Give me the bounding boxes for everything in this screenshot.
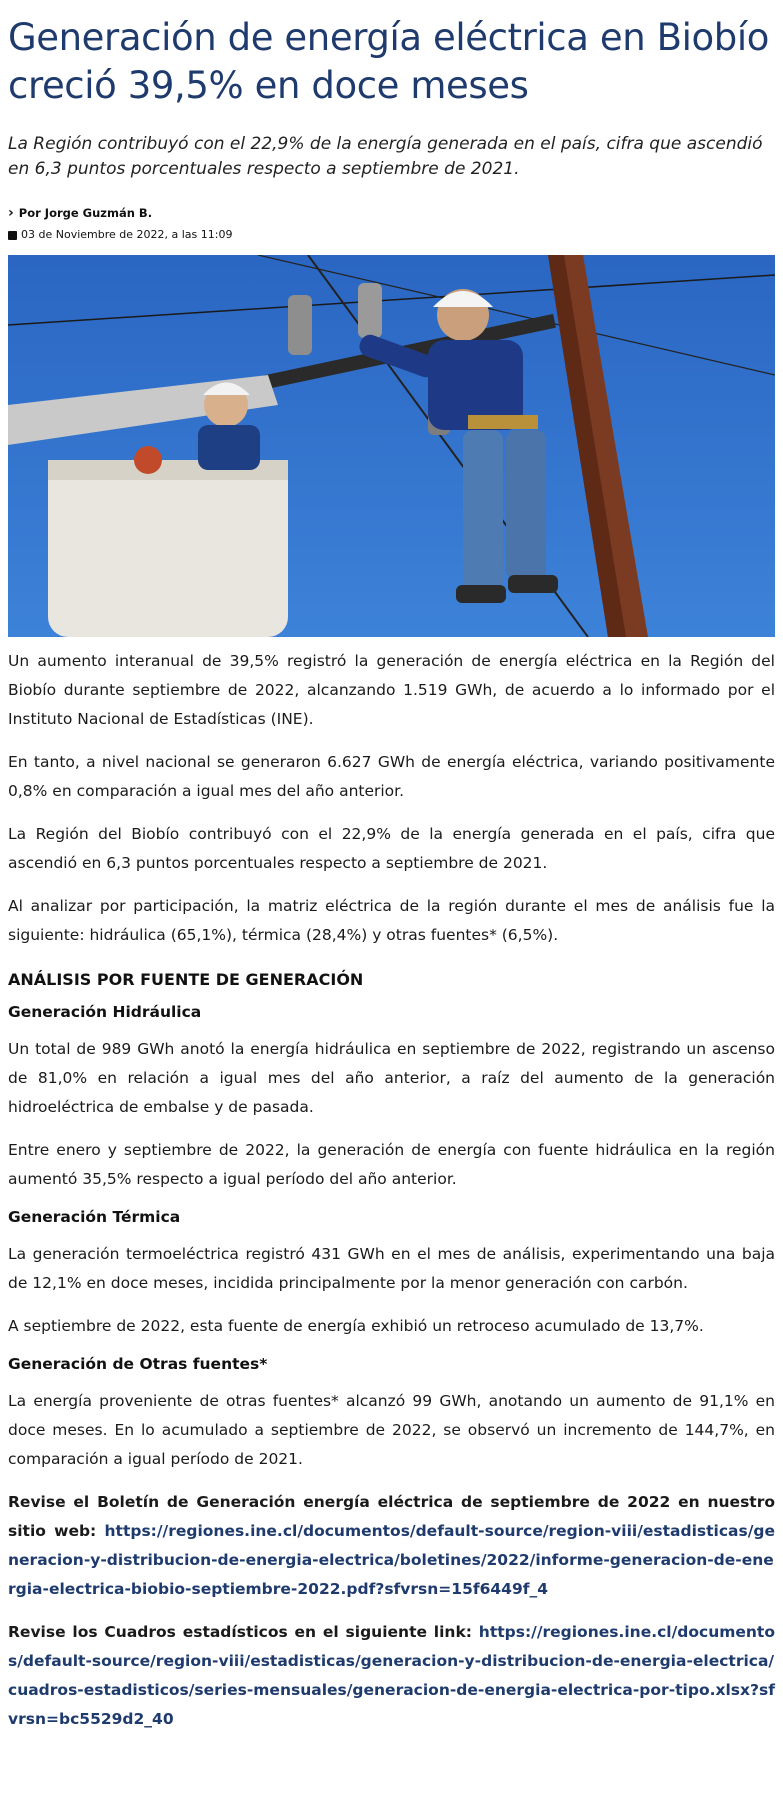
tables-link[interactable]: https://regiones.ine.cl/documentos/default-source/region-viii/estadisticas/generacion-y-distribucion-de-energia-electrica/cuadros-estadisticos/series-mensuales/generacion-de-energia-electrica-por-tipo.xlsx?sfvrsn=bc5529d2_40 (8, 1623, 775, 1728)
thermal-paragraph-2: A septiembre de 2022, esta fuente de energía exhibió un retroceso acumulado de 13,7%. (8, 1317, 704, 1335)
bulletin-paragraph (8, 1488, 775, 1604)
paragraph-2: En tanto, a nivel nacional se generaron 6.627 GWh de energía eléctrica, variando positivamente 0,8% en comparación a igual mes del año anterior. (8, 753, 775, 800)
thermal-heading: Generación Térmica (8, 1208, 181, 1226)
bulletin-text: Revise el Boletín de Generación energía eléctrica de septiembre de 2022 en nuestro sitio web: (8, 1493, 775, 1540)
article-meta (8, 202, 775, 246)
publish-date: 03 de Noviembre de 2022, a las 11:09 (21, 228, 233, 241)
hydro-paragraph-1: Un total de 989 GWh anotó la energía hidráulica en septiembre de 2022, registrando un ascenso de 81,0% en relación a igual mes del año anterior, a raíz del aumento de la generación hidroeléctrica de embalse y de pasada. (8, 1040, 775, 1116)
tables-paragraph (8, 1618, 775, 1734)
hero-image (8, 255, 775, 637)
analysis-heading: ANÁLISIS POR FUENTE DE GENERACIÓN (8, 970, 364, 989)
paragraph-4: Al analizar por participación, la matriz eléctrica de la región durante el mes de análisis fue la siguiente: hidráulica (65,1%), térmica (28,4%) y otras fuentes* (6,5%). (8, 897, 775, 944)
paragraph-3: La Región del Biobío contribuyó con el 22,9% de la energía generada en el país, cifra que ascendió en 6,3 puntos porcentuales respecto a septiembre de 2021. (8, 825, 775, 872)
page-title: Generación de energía eléctrica en Biobío creció 39,5% en doce meses (8, 16, 769, 107)
chevron-right-icon: › (8, 205, 14, 221)
other-paragraph-1: La energía proveniente de otras fuentes* alcanzó 99 GWh, anotando un aumento de 91,1% en doce meses. En lo acumulado a septiembre de 2022, se observó un incremento de 144,7%, en comparación a igual período de 2021. (8, 1392, 775, 1468)
bulletin-link[interactable]: https://regiones.ine.cl/documentos/default-source/region-viii/estadisticas/generacion-y-distribucion-de-energia-electrica/boletines/2022/informe-generacion-de-energia-electrica-biobio-septiembre-2022.pdf?sfvrsn=15f6449f_4 (8, 1522, 775, 1598)
thermal-paragraph-1: La generación termoeléctrica registró 431 GWh en el mes de análisis, experimentando una baja de 12,1% en doce meses, incidida principalmente por la menor generación con carbón. (8, 1245, 775, 1292)
other-heading: Generación de Otras fuentes* (8, 1355, 268, 1373)
paragraph-1: Un aumento interanual de 39,5% registró la generación de energía eléctrica en la Región del Biobío durante septiembre de 2022, alcanzando 1.519 GWh, de acuerdo a lo informado por el Instituto Nacional de Estadísticas (INE). (8, 652, 775, 728)
article-subtitle: La Región contribuyó con el 22,9% de la energía generada en el país, cifra que ascendió en 6,3 puntos porcentuales respecto a septiembre de 2021. (8, 134, 763, 179)
article-body (8, 647, 775, 1734)
calendar-icon (8, 231, 17, 240)
hydro-paragraph-2: Entre enero y septiembre de 2022, la generación de energía con fuente hidráulica en la región aumentó 35,5% respecto a igual período del año anterior. (8, 1141, 775, 1188)
author-name[interactable]: Por Jorge Guzmán B. (18, 206, 153, 220)
date-row (8, 224, 775, 246)
hydro-heading: Generación Hidráulica (8, 1003, 202, 1021)
author-row (8, 202, 775, 224)
tables-text: Revise los Cuadros estadísticos en el siguiente link: (8, 1623, 472, 1641)
